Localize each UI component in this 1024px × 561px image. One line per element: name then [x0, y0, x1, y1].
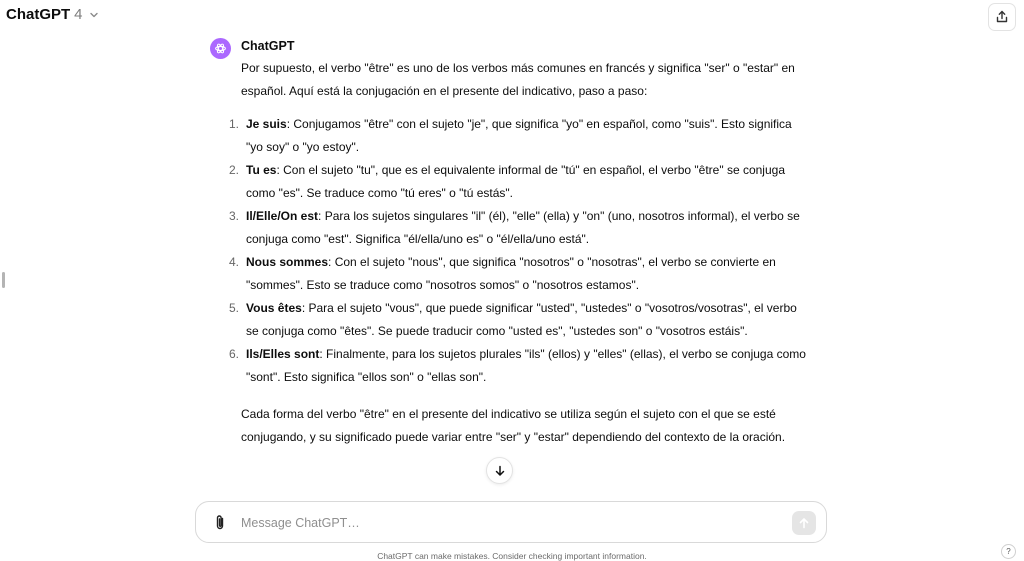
scroll-to-bottom-button[interactable] [486, 457, 513, 484]
list-text: : Para el sujeto "vous", que puede significar "usted", "ustedes" o "vosotros/vosotras", el verbo se conjuga como "êtes". Se puede traducir como "usted es", "ustedes son" o "vosotros estáis". [246, 301, 797, 338]
share-icon [995, 10, 1009, 24]
conjugation-list [228, 113, 811, 389]
list-number: 2. [228, 163, 239, 177]
arrow-up-icon [798, 517, 810, 529]
list-text: : Con el sujeto "nous", que significa "nosotros" o "nosotras", el verbo se convierte en "sommes". Esto se traduce como "nosotros somos" o "nosotros estamos". [246, 255, 776, 292]
list-text: : Para los sujetos singulares "il" (él), "elle" (ella) y "on" (uno, nosotros informal), el verbo se conjuga como "est". Significa "él/ella/uno es" o "él/ella/uno está". [246, 209, 800, 246]
list-number: 4. [228, 255, 239, 269]
model-version: 4 [74, 6, 83, 23]
message-outro: Cada forma del verbo "être" en el presente del indicativo se utiliza según el sujeto con el que se esté conjugando, y su significado puede variar entre "ser" y "estar" dependiendo del contexto de la oración. [241, 407, 786, 444]
list-number: 6. [228, 347, 239, 361]
avatar [210, 38, 231, 59]
list-number: 1. [228, 117, 239, 131]
send-button[interactable] [792, 511, 816, 535]
model-name: ChatGPT [6, 6, 71, 23]
list-item [228, 205, 811, 251]
chevron-down-icon [89, 10, 99, 20]
attach-button[interactable] [212, 514, 228, 532]
list-item [228, 343, 811, 389]
top-bar [0, 0, 1024, 32]
list-term: Nous sommes [246, 255, 329, 269]
help-button[interactable]: ? [1001, 544, 1016, 559]
message-author: ChatGPT [241, 39, 295, 53]
disclaimer-text: ChatGPT can make mistakes. Consider checking important information. [377, 551, 647, 561]
list-term: Il/Elle/On est [246, 209, 319, 223]
list-text: : Conjugamos "être" con el sujeto "je", que significa "yo" en español, como "suis". Esto significa "yo soy" o "yo estoy". [246, 117, 792, 154]
list-item [228, 159, 811, 205]
sidebar-toggle-handle[interactable] [2, 272, 5, 288]
share-button[interactable] [988, 3, 1016, 31]
list-item [228, 113, 811, 159]
model-selector[interactable] [6, 6, 99, 23]
message-composer [195, 501, 827, 543]
list-item [228, 297, 811, 343]
message-intro: Por supuesto, el verbo "être" es uno de los verbos más comunes en francés y significa "ser" o "estar" en español. Aquí está la conjugación en el presente del indicativo, paso a paso: [241, 61, 795, 98]
arrow-down-icon [494, 465, 506, 477]
list-text: : Con el sujeto "tu", que es el equivalente informal de "tú" en español, el verbo "être" se conjuga como "es". Se traduce como "tú eres" o "tú estás". [246, 163, 785, 200]
list-term: Ils/Elles sont [246, 347, 320, 361]
list-term: Je suis [246, 117, 287, 131]
openai-logo-icon [214, 42, 227, 55]
message-input[interactable] [241, 513, 771, 533]
list-number: 3. [228, 209, 239, 223]
list-number: 5. [228, 301, 239, 315]
list-term: Vous êtes [246, 301, 302, 315]
message-content [228, 57, 811, 449]
list-term: Tu es [246, 163, 277, 177]
list-item [228, 251, 811, 297]
list-text: : Finalmente, para los sujetos plurales "ils" (ellos) y "elles" (ellas), el verbo se conjuga como "sont". Esto significa "ellos son" o "ellas son". [246, 347, 806, 384]
paperclip-icon [212, 514, 228, 532]
